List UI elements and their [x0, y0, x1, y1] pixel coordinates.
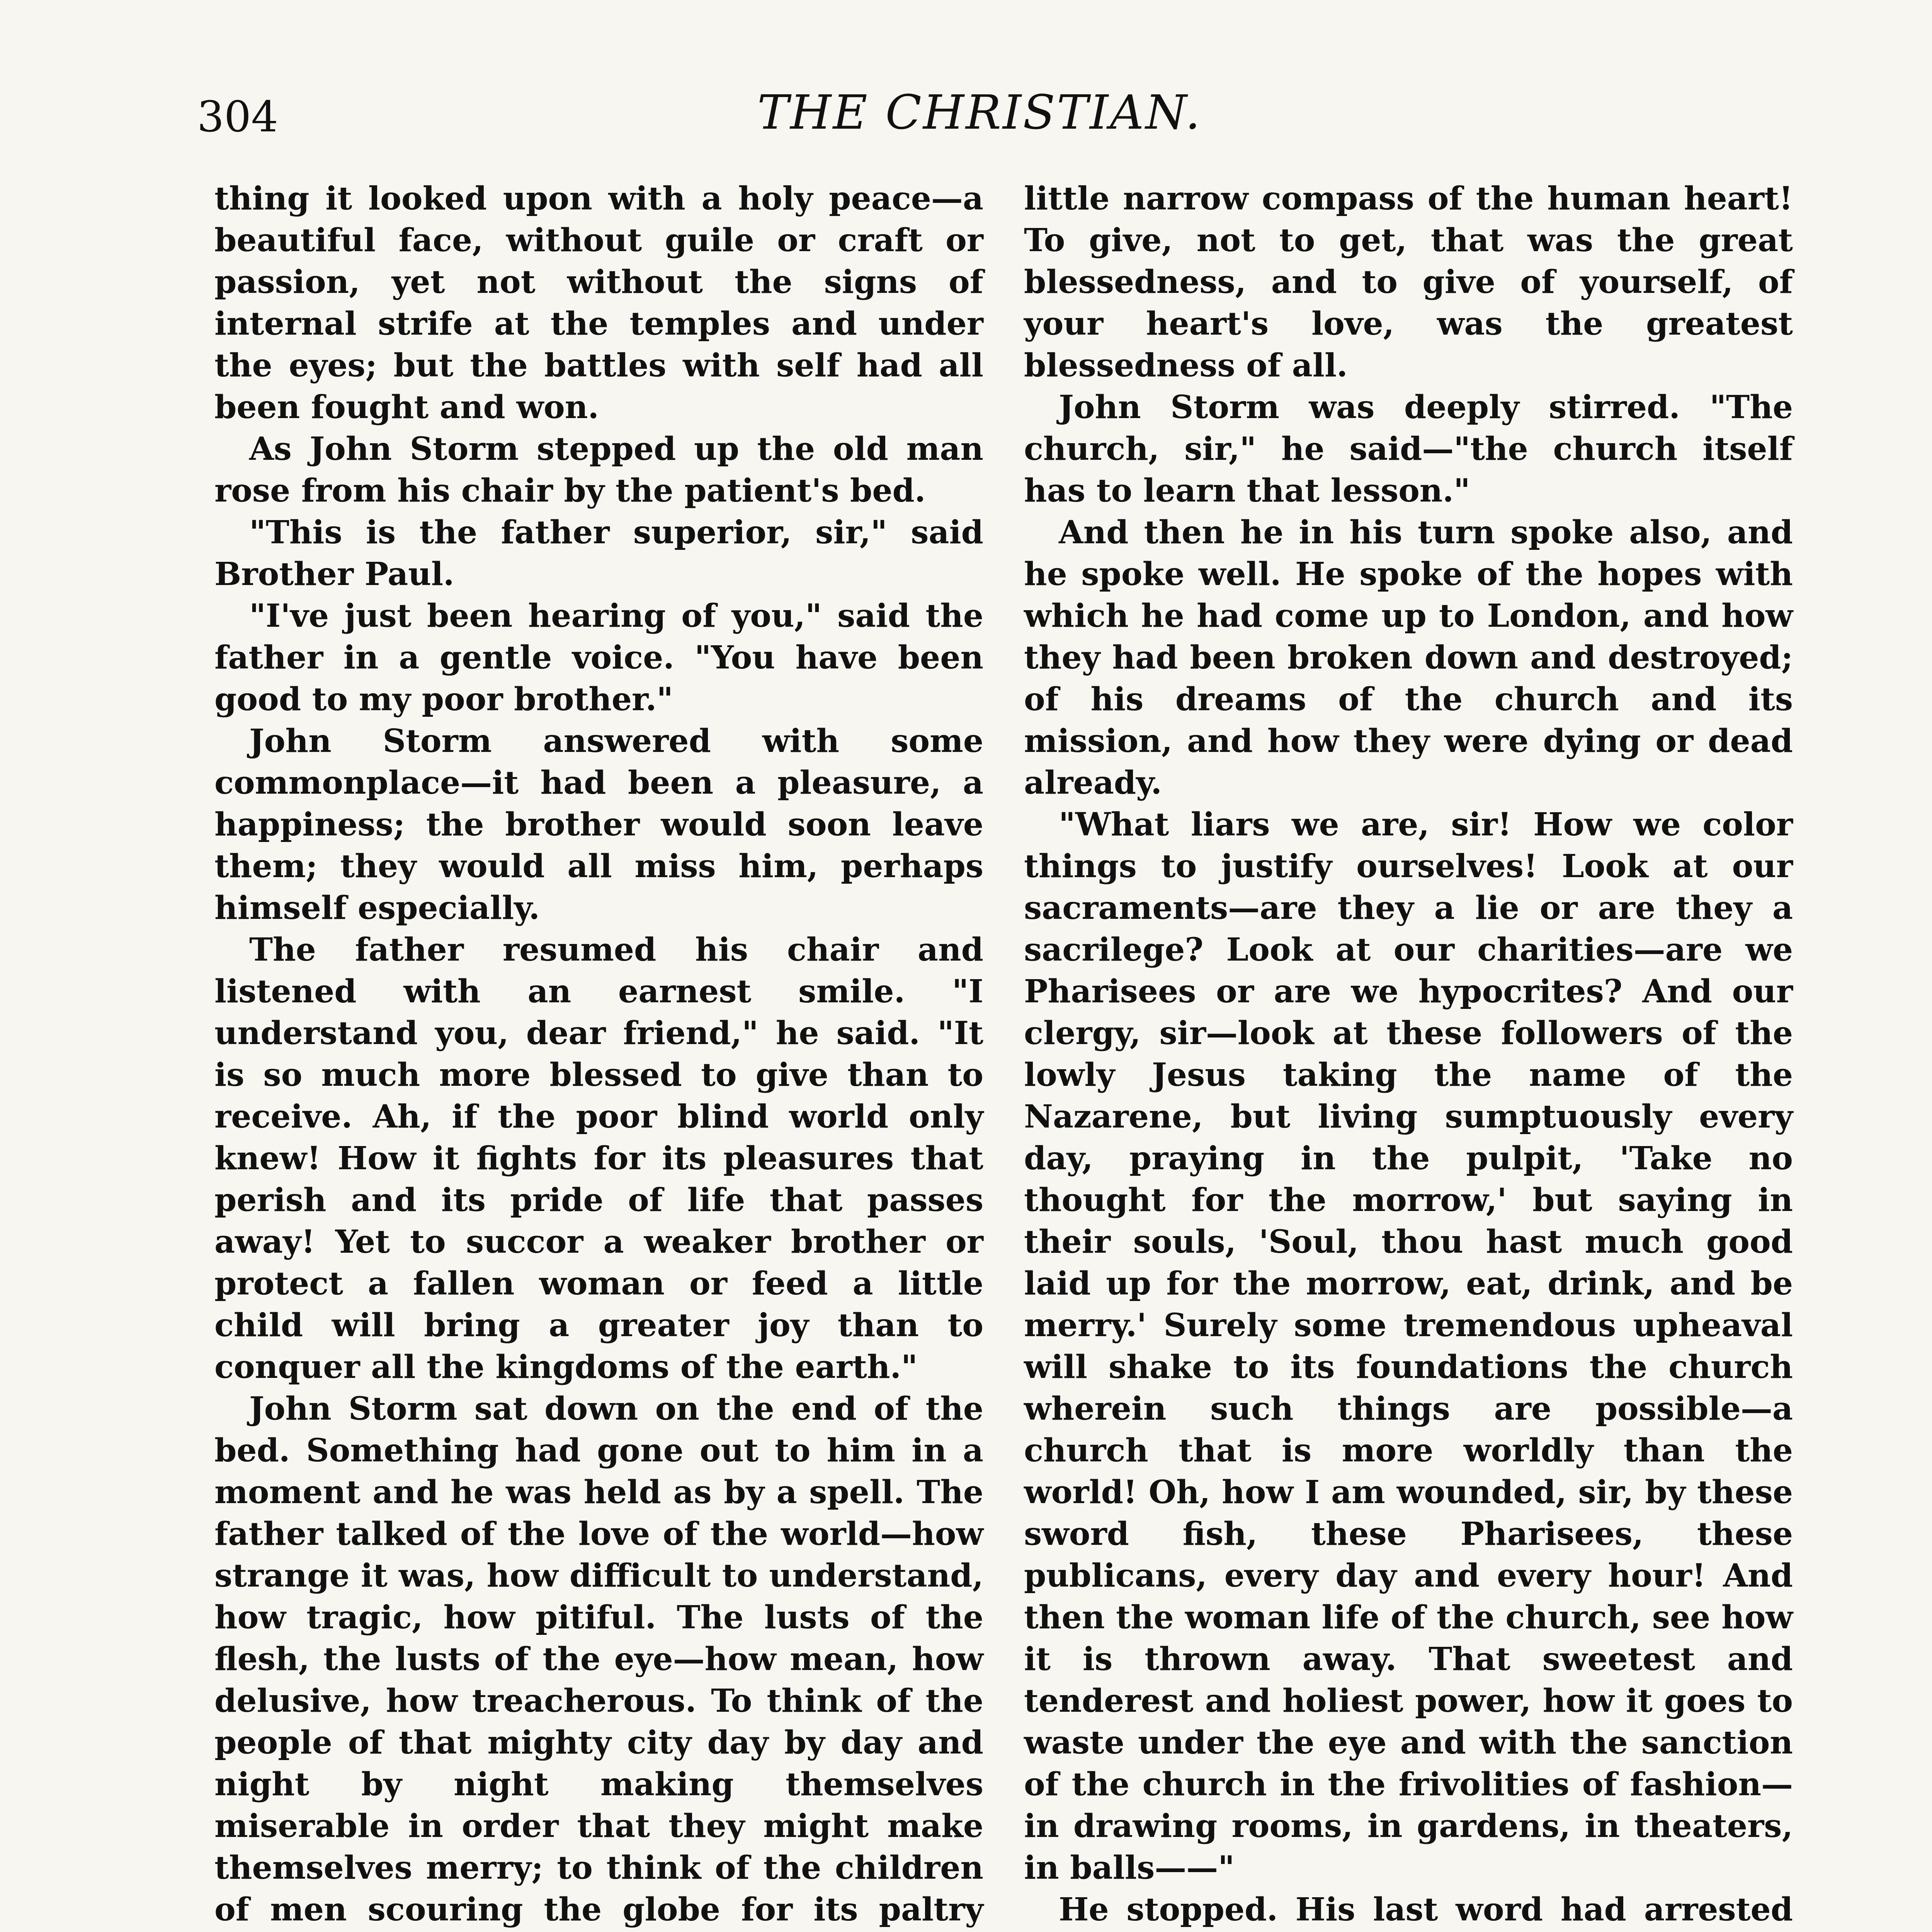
- paragraph: The father resumed his chair and listened with an earnest smile. "I understand you, dear friend," he said. "It is so much more blessed to give than to receive. Ah, if the poor blind world only knew! How it fights for its pleasures that perish and its pride of life that passes away! Yet to succor a weaker brother or protect a fallen woman or feed a little child will bring a greater joy than to conquer all the kingdoms of the earth.": [214, 931, 983, 1386]
- paragraph: John Storm sat down on the end of the bed. Something had gone out to him in a moment and he was held as by a spell. The father talked of the love of the world—how strange it was, how difficult to understand, how tragic, how pitiful. The lusts of the flesh, the lusts of the eye—how mean, how delusive, how treacherous. To think of the people of that mighty city day by day and night by night making themselves miserable in order that they might make themselves merry; to think of the children of men scouring the globe for its paltry: [214, 1390, 983, 1928]
- running-head: [197, 85, 1762, 147]
- header-title: THE CHRISTIAN.: [757, 85, 1202, 140]
- paragraph: John Storm answered with some commonplace—it had been a pleasure, a happiness; the brother would soon leave them; they would all miss him, perhaps himself especially.: [214, 723, 983, 927]
- paragraph: As John Storm stepped up the old man rose from his chair by the patient's bed.: [214, 430, 983, 509]
- paragraph: "What liars we are, sir! How we color things to justify ourselves! Look at our sacraments—are they a lie or are they a sacrilege? Look at our charities—are we Pharisees or are we hypocrites? And our clergy, sir—look at these followers of the lowly Jesus taking the name of the Nazarene, but living sumptuously every day, praying in the pulpit, 'Take no thought for the morrow,' but saying in their souls, 'Soul, thou hast much good laid up for the morrow, eat, drink, and be merry.' Surely some tremendous upheaval will shake to its foundations the church wherein such things are possible—a church that is more worldly than the world! Oh, how I am wounded, sir, by these sword fish, these Pharisees, these publicans, every day and every hour! And then the woman life of the church, see how it is thrown away. That sweetest and tenderest and holiest power, how it goes to waste under the eye and with the sanction of the church in the frivolities of fashion—in drawing rooms, in gardens, in theaters, in balls——": [1024, 806, 1793, 1886]
- paragraph: "I've just been hearing of you," said the father in a gentle voice. "You have been good to my poor brother.": [214, 597, 983, 718]
- paragraph: "This is the father superior, sir," said Brother Paul.: [214, 514, 983, 593]
- paragraph: little narrow compass of the human heart! To give, not to get, that was the great blessedness, and to give of yourself, of your heart's love, was the greatest blessedness of all.: [1024, 180, 1793, 384]
- page-number: 304: [197, 92, 278, 141]
- paragraph: And then he in his turn spoke also, and he spoke well. He spoke of the hopes with which he had come up to London, and how they had been broken down and destroyed; of his dreams of the church and its mission, and how they were dying or dead already.: [1024, 514, 1793, 801]
- paragraph: thing it looked upon with a holy peace—a beautiful face, without guile or craft or passion, yet not without the signs of internal strife at the temples and under the eyes; but the battles with self had all been fought and won.: [214, 180, 983, 426]
- right-column: [1024, 178, 1793, 1932]
- left-column: [214, 178, 983, 1932]
- paragraph: He stopped. His last word had arrested: [1059, 1891, 1793, 1928]
- paragraph: John Storm was deeply stirred. "The church, sir," he said—"the church itself has to learn that lesson.": [1024, 389, 1793, 509]
